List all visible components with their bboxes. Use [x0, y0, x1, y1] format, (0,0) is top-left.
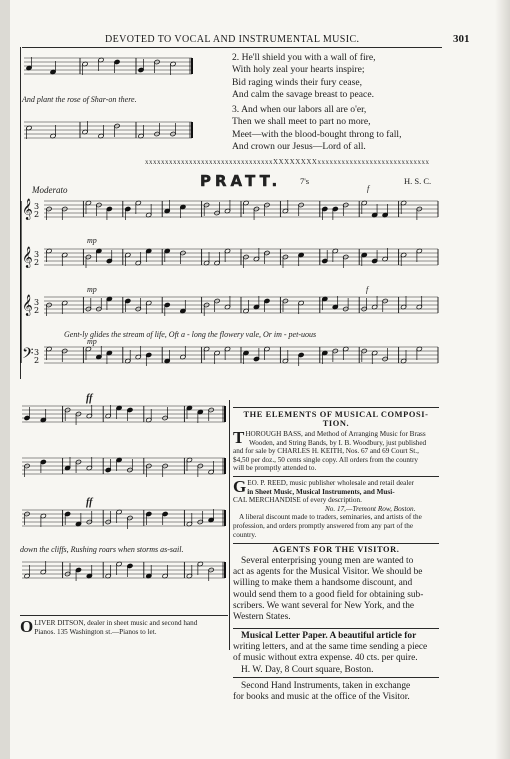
elements-line: Wooden, and String Bands, by I. B. Woodbury, just published [249, 438, 427, 447]
verse-3-line: And crown our Jesus—Lord of all. [232, 141, 366, 153]
top-lyric: And plant the rose of Shar-on there. [22, 95, 137, 104]
time-signature-bottom: 2 [34, 210, 40, 219]
reed-line: country. [233, 530, 257, 539]
elements-line: HOROUGH BASS, and Method of Arranging Music for Brass [245, 430, 426, 438]
hymn-title: PRATT. [200, 172, 282, 190]
dynamic-ff: ff [86, 393, 93, 404]
hymn-lyric-2: down the cliffs, Rushing roars when storms as-sail. [20, 545, 184, 554]
ditson-line: LIVER DITSON, dealer in sheet music and second hand [34, 619, 198, 627]
dynamic-ff: ff [86, 497, 93, 508]
dynamic-mp: mp [87, 236, 97, 245]
ditson-line: Pianos. 135 Washington st.—Pianos to let. [34, 627, 157, 636]
reed-address: No. 17,—Tremont Row, Boston. [325, 504, 416, 513]
dynamic-mp: mp [87, 337, 97, 346]
page-number: 301 [453, 33, 470, 45]
second-hand-ad [233, 681, 410, 703]
binding-gutter [0, 0, 10, 759]
elements-line: and for sale by CHARLES H. KEITH, Nos. 67 and 69 Court St., [233, 447, 419, 456]
verse-3-line: Then we shall meet to part no more, [232, 116, 371, 128]
verse-3-line: Meet—with the blood-bought throng to fall, [232, 128, 402, 140]
ditson-dropcap: O [20, 617, 34, 636]
second-hand-line: Second Hand Instruments, taken in exchange [241, 681, 411, 691]
ditson-ad [20, 619, 230, 636]
verse-2 [232, 52, 375, 102]
hymn-author: H. S. C. [404, 176, 432, 186]
agents-line: act as agents for the Musical Visitor. We should be [233, 567, 423, 578]
letter-paper-line: of music without extra expense. 40 cts. per quire. [233, 653, 418, 664]
reed-ad [233, 479, 422, 539]
clef: 𝄞 [22, 295, 33, 316]
elements-title-line: THE ELEMENTS OF MUSICAL COMPOSI- [243, 410, 429, 419]
column-rule [229, 400, 230, 650]
elements-line: will be promptly attended to. [233, 464, 317, 473]
elements-title [234, 410, 438, 428]
verse-2-line: With holy zeal your hearts inspire; [232, 64, 365, 76]
clef: 𝄞 [22, 247, 33, 268]
time-signature-top: 3 [34, 250, 40, 259]
verse-2-line: Bid raging winds their fury cease, [232, 76, 363, 88]
reed-line: in Sheet Music, Musical Instruments, and Musi- [247, 487, 395, 496]
running-title: DEVOTED TO VOCAL AND INSTRUMENTAL MUSIC. [105, 34, 360, 45]
verse-3-line: 3. And when our labors all are o'er, [232, 104, 367, 115]
verse-2-line: And calm the savage breast to peace. [232, 89, 374, 101]
clef: 𝄞 [22, 199, 33, 220]
agents-bottom-rule [233, 628, 439, 629]
hymn-score-system-1 [20, 195, 440, 385]
reed-bottom-rule [233, 543, 439, 544]
hymn-lyric-1: Gent-ly glides the stream of life, Oft a - long the flowery vale, Or im - pet-uous [64, 330, 317, 339]
time-signature-top: 3 [34, 298, 40, 307]
hymn-score-system-2 [20, 400, 230, 630]
letter-paper-line: Musical Letter Paper. A beautiful article for [241, 631, 417, 641]
letter-bottom-rule [233, 677, 439, 678]
letter-paper-line: writing letters, and at the same time sending a piece [233, 642, 428, 653]
reed-dropcap: G [233, 477, 247, 496]
second-hand-line: for books and music at the office of the Visitor. [233, 692, 410, 703]
verse-2-line: 2. He'll shield you with a wall of fire, [232, 52, 376, 63]
agents-line: scribers. We want several for New York, and the [233, 600, 415, 611]
time-signature-top: 3 [34, 202, 40, 211]
dynamic-f: f [366, 285, 369, 294]
reed-line: CAL MERCHANDISE of every description. [233, 496, 362, 505]
letter-paper-ad [233, 631, 427, 676]
time-signature-bottom: 2 [34, 306, 40, 315]
hymn-meter: 7's [300, 176, 310, 186]
verse-3 [232, 104, 401, 154]
elements-dropcap: T [233, 428, 245, 447]
header-rule [22, 47, 442, 48]
ornamental-divider: xxxxxxxxxxxxxxxxxxxxxxxxxxxxxxxxXXXXXXXXxxxxxxxxxxxxxxxxxxxxxxxxxxxx [145, 158, 430, 166]
page-edge-shadow [495, 0, 510, 759]
elements-ad [233, 430, 426, 473]
reed-line: profession, and orders promptly answered from any part of the [233, 521, 414, 530]
dynamic-f: f [367, 184, 370, 193]
clef: 𝄢 [22, 345, 34, 366]
agents-line: willing to make them a handsome discount, and [233, 578, 413, 589]
reed-line: A liberal discount made to traders, seminaries, and artists of the [239, 513, 422, 522]
time-signature-bottom: 2 [34, 258, 40, 267]
letter-paper-line: H. W. Day, 8 Court square, Boston. [241, 664, 374, 675]
time-signature-top: 3 [34, 348, 40, 357]
agents-ad [233, 556, 423, 623]
elements-title-line: TION. [322, 419, 350, 428]
tempo-marking: Moderato [32, 185, 68, 195]
time-signature-bottom: 2 [34, 356, 40, 365]
top-music-fragment [22, 52, 202, 164]
ditson-rule [20, 615, 228, 616]
dynamic-mp: mp [87, 285, 97, 294]
agents-line: Western States. [233, 612, 291, 623]
reed-line: EO. P. REED, music publisher wholesale and retail dealer [247, 479, 414, 487]
elements-bottom-rule [233, 476, 439, 477]
elements-line: $4,50 per doz., 50 cents single copy. All orders from the country [233, 455, 418, 464]
elements-top-rule [233, 407, 439, 408]
agents-title: AGENTS FOR THE VISITOR. [272, 545, 400, 554]
agents-line: Several enterprising young men are wanted to [241, 556, 414, 566]
agents-line: would send them to a good field for obtaining sub- [233, 589, 424, 600]
